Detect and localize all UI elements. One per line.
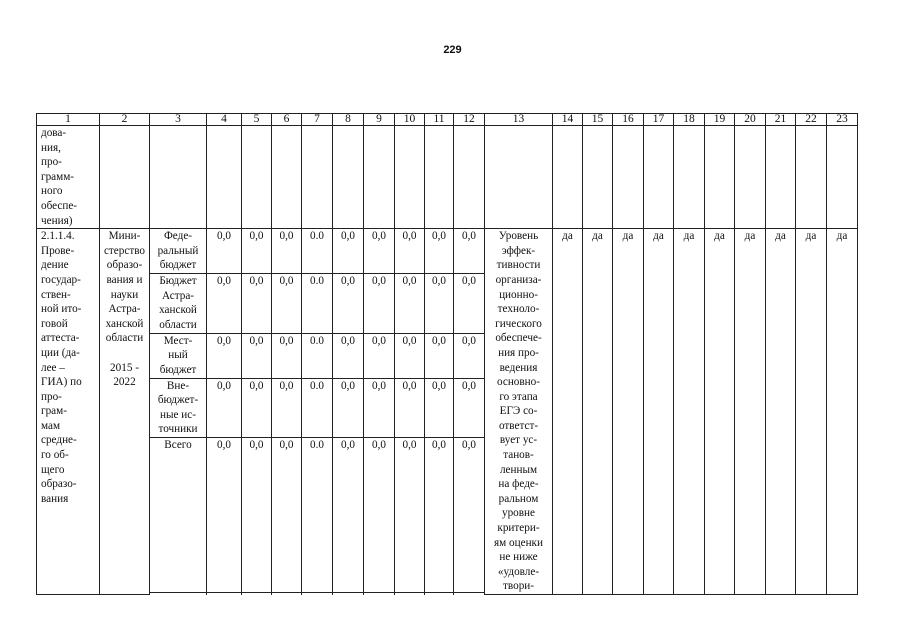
col-header: 17: [644, 114, 674, 126]
funding-value: 0.0: [302, 274, 333, 333]
funding-value: 0.0: [302, 437, 333, 592]
col-header: 20: [735, 114, 766, 126]
continuation-row: [37, 126, 858, 229]
col-header: 9: [364, 114, 395, 126]
funding-value: 0,0: [272, 437, 302, 592]
funding-value: 0,0: [364, 229, 395, 274]
target-value: да: [674, 229, 705, 595]
funding-source: Бюджет Астра- ханской области: [150, 274, 207, 333]
executor: Мини- стерство образо- вания и науки Астра- ханской области: [103, 230, 146, 345]
funding-value: 0,0: [425, 229, 454, 274]
funding-value: 0,0: [395, 274, 425, 333]
funding-value: 0,0: [207, 229, 242, 274]
col-header: 1: [37, 114, 100, 126]
funding-value: 0,0: [333, 378, 364, 437]
col-header: 2: [100, 114, 150, 126]
col-header: 21: [766, 114, 796, 126]
funding-value: 0,0: [454, 274, 485, 333]
funding-value: 0,0: [242, 333, 272, 378]
funding-value: 0,0: [425, 333, 454, 378]
target-value: да: [705, 229, 735, 595]
program-table: [36, 113, 858, 595]
page-number: 229: [443, 44, 462, 56]
target-value: да: [553, 229, 583, 595]
funding-value: 0,0: [454, 378, 485, 437]
period: 2015 - 2022: [110, 361, 139, 389]
funding-value: 0,0: [454, 229, 485, 274]
funding-source: Феде- ральный бюджет: [150, 229, 207, 274]
funding-value: 0,0: [425, 274, 454, 333]
target-value: да: [644, 229, 674, 595]
funding-value: 0,0: [333, 333, 364, 378]
col-header: 6: [272, 114, 302, 126]
col-header: 18: [674, 114, 705, 126]
col-header: 7: [302, 114, 333, 126]
funding-value: 0,0: [242, 437, 272, 592]
target-value: да: [583, 229, 613, 595]
funding-value: 0,0: [333, 274, 364, 333]
funding-value: 0,0: [272, 229, 302, 274]
funding-value: 0,0: [333, 229, 364, 274]
col-header: 15: [583, 114, 613, 126]
col-header: 12: [454, 114, 485, 126]
col-header: 10: [395, 114, 425, 126]
funding-value: 0,0: [364, 333, 395, 378]
column-number-row: [37, 114, 858, 126]
funding-source: Вне- бюджет- ные ис- точники: [150, 378, 207, 437]
funding-value: 0.0: [302, 378, 333, 437]
col-header: 16: [613, 114, 644, 126]
funding-value: 0,0: [395, 378, 425, 437]
funding-value: 0,0: [272, 274, 302, 333]
funding-value: 0,0: [242, 274, 272, 333]
funding-value: 0,0: [207, 437, 242, 592]
col-header: 14: [553, 114, 583, 126]
target-value: да: [766, 229, 796, 595]
funding-value: 0,0: [395, 229, 425, 274]
funding-value: 0,0: [207, 274, 242, 333]
col-header: 13: [485, 114, 553, 126]
funding-value: 0,0: [364, 437, 395, 592]
col-header: 8: [333, 114, 364, 126]
funding-value: 0,0: [272, 333, 302, 378]
funding-value: 0,0: [425, 437, 454, 592]
funding-value: 0,0: [395, 333, 425, 378]
funding-value: 0,0: [454, 437, 485, 592]
executor-cell: [100, 229, 150, 595]
col-header: 23: [827, 114, 858, 126]
funding-value: 0,0: [207, 333, 242, 378]
funding-value: 0,0: [242, 229, 272, 274]
funding-row: [37, 229, 858, 274]
target-value: да: [735, 229, 766, 595]
funding-value: 0,0: [454, 333, 485, 378]
col-header: 5: [242, 114, 272, 126]
funding-value: 0,0: [272, 378, 302, 437]
funding-value: 0,0: [364, 378, 395, 437]
measure-name: 2.1.1.4. Прове- дение государ- ствен- ной ито- говой аттеста- ции (да- лее – ГИА) по про- грам- мам средне- го об- щего образо- вания: [37, 229, 100, 595]
target-value: да: [827, 229, 858, 595]
col-header: 19: [705, 114, 735, 126]
continuation-text: дова- ния, про- грамм- ного обеспе- чения): [37, 126, 100, 229]
funding-value: 0.0: [302, 229, 333, 274]
funding-value: 0,0: [364, 274, 395, 333]
funding-source: Мест- ный бюджет: [150, 333, 207, 378]
col-header: 3: [150, 114, 207, 126]
col-header: 4: [207, 114, 242, 126]
col-header: 22: [796, 114, 827, 126]
funding-value: 0,0: [395, 437, 425, 592]
funding-value: 0,0: [425, 378, 454, 437]
target-value: да: [613, 229, 644, 595]
funding-source: Всего: [150, 437, 207, 592]
indicator-text: Уровень эффек- тивности организа- ционно- техноло- гического обеспече- ния про- ведения основно- го этапа ЕГЭ со- ответст- вует ус- танов- ленным на феде- ральном уровне критери- ям оценки не ниже «удовле- твори-: [485, 229, 553, 595]
target-value: да: [796, 229, 827, 595]
funding-value: 0,0: [207, 378, 242, 437]
funding-value: 0,0: [242, 378, 272, 437]
col-header: 11: [425, 114, 454, 126]
funding-value: 0.0: [302, 333, 333, 378]
funding-value: 0,0: [333, 437, 364, 592]
